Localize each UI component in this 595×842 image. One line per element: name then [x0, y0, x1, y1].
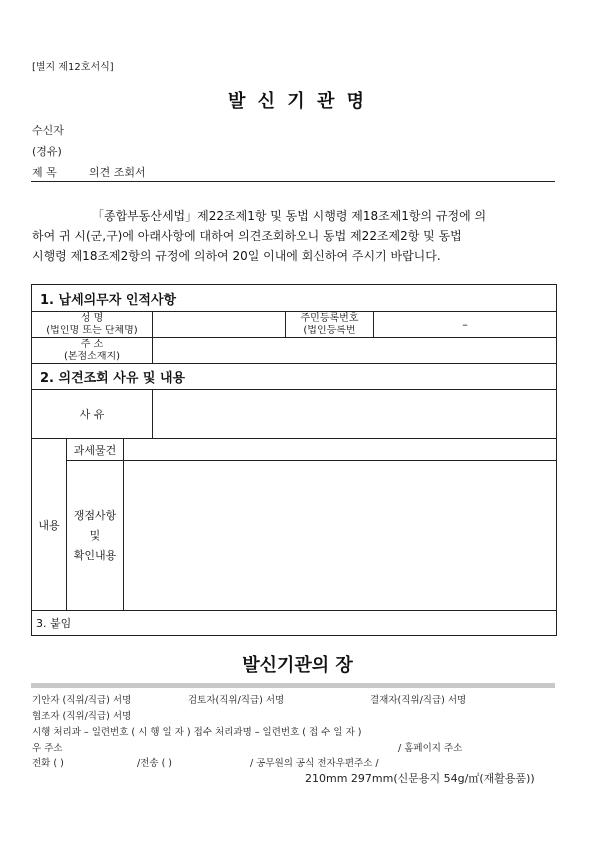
- email-field: / 공무원의 공식 전자우편주소 /: [250, 758, 379, 769]
- header-divider: [31, 181, 555, 182]
- id-label: 주민등록번호: [300, 312, 359, 324]
- property-label: 과세물건: [73, 443, 117, 457]
- form-number: [별지 제12호서식]: [32, 62, 114, 73]
- subject-label: 제 목: [32, 166, 57, 179]
- fax-field: /전송 ( ): [137, 758, 173, 769]
- paragraph-line-1: 「종합부동산세법」제22조제1항 및 동법 시행령 제18조제1항의 규정에 의: [92, 209, 487, 223]
- property-value-cell[interactable]: [124, 439, 557, 461]
- cooperator-field: 협조자 (직위/직급) 서명: [32, 711, 132, 722]
- property-label-cell: [67, 439, 124, 461]
- recipient-label: 수신자: [32, 124, 64, 137]
- approver-field: 결재자(직위/직급) 서명: [370, 695, 467, 706]
- issue-value-cell[interactable]: [124, 461, 557, 611]
- subject-value: 의견 조회서: [89, 166, 146, 179]
- postal-address-field: 우 주소: [32, 743, 63, 754]
- phone-field: 전화 ( ): [32, 758, 64, 769]
- content-label: 내용: [38, 518, 60, 532]
- issue-label-line-3: 확인내용: [73, 548, 117, 562]
- drafter-field: 기안자 (직위/직급) 서명: [32, 695, 132, 706]
- id-sublabel: (법인등록번: [303, 324, 356, 336]
- address-label: 주 소: [80, 338, 104, 350]
- homepage-field: / 홈페이지 주소: [398, 743, 463, 754]
- enforcement-field: 시행 처리과 – 일련번호 ( 시 행 일 자 ) 접수 처리과명 – 일련번호 ( 접 수 일 자 ): [32, 727, 362, 738]
- footer-gray-bar: [31, 683, 555, 688]
- address-sublabel: (본점소재지): [63, 350, 121, 362]
- id-label-cell: [286, 312, 374, 338]
- address-value-cell[interactable]: [153, 338, 557, 364]
- id-value-cell[interactable]: [374, 312, 557, 338]
- seal-title: 발신기관의 장: [242, 655, 353, 676]
- name-label: 성 명: [80, 312, 104, 324]
- reviewer-field: 검토자(직위/직급) 서명: [188, 695, 285, 706]
- attachment-row: [32, 611, 557, 636]
- issue-label-line-2: 및: [89, 528, 101, 542]
- section3-title: 3. 붙임: [36, 617, 72, 630]
- sending-org-name: 발 신 기 관 명: [227, 91, 367, 112]
- content-label-cell: [32, 439, 67, 611]
- name-value-cell[interactable]: [153, 312, 286, 338]
- section1-title: 1. 납세의무자 인적사항: [32, 285, 557, 312]
- reason-label: 사 유: [79, 408, 105, 421]
- reason-value-cell[interactable]: [153, 390, 557, 439]
- reason-label-cell: [32, 390, 153, 439]
- paragraph-line-3: 시행령 제18조제2항의 규정에 의하여 20일 이내에 회신하여 주시기 바랍니다.: [32, 249, 441, 263]
- address-label-cell: [32, 338, 153, 364]
- via-label: (경유): [32, 145, 62, 158]
- issue-label-cell: [67, 461, 124, 611]
- name-sublabel: (법인명 또는 단체명): [46, 324, 138, 336]
- issue-label-line-1: 쟁점사항: [73, 508, 117, 522]
- name-label-cell: [32, 312, 153, 338]
- id-value: –: [462, 318, 468, 331]
- request-paragraph: [32, 206, 566, 266]
- paragraph-line-2: 하여 귀 시(군,구)에 아래사항에 대하여 의견조회하오니 동법 제22조제2항 및 동법: [32, 229, 462, 243]
- section2-title: 2. 의견조회 사유 및 내용: [32, 364, 557, 390]
- paper-spec: 210mm 297mm(신문용지 54g/㎡(재활용품)): [305, 772, 535, 785]
- inquiry-form-table: [31, 284, 557, 636]
